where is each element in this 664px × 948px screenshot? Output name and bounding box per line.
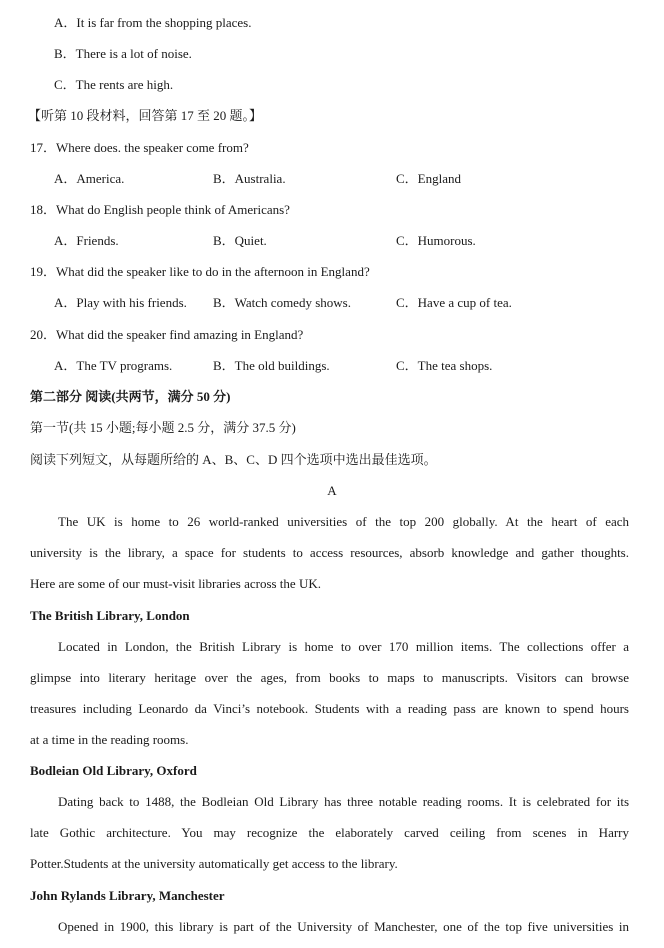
paragraph-line: at a time in the reading rooms.: [30, 732, 189, 747]
option-line: C．The rents are high.: [54, 77, 174, 92]
paragraph-line: Dating back to 1488, the Bodleian Old Library has three notable reading rooms. It is celebrated for its: [58, 794, 629, 809]
passage-label: A: [327, 483, 337, 498]
option-c: C．Humorous.: [396, 233, 476, 248]
option-a: A．Play with his friends.: [54, 295, 187, 310]
paragraph-line: glimpse into literary heritage over the ages, from books to maps to manuscripts. Visitors can browse: [30, 670, 629, 685]
instruction: 阅读下列短文，从每题所给的 A、B、C、D 四个选项中选出最佳选项。: [30, 452, 437, 467]
question-options: [0, 358, 664, 374]
paragraph-line: Opened in 1900, this library is part of the University of Manchester, one of the top five universities in: [58, 919, 629, 934]
section-title: 第一节(共 15 小题;每小题 2.5 分，满分 37.5 分): [30, 420, 296, 435]
paragraph-line: Located in London, the British Library is home to over 170 million items. The collections offer a: [58, 639, 629, 654]
library-heading: The British Library, London: [30, 608, 190, 623]
option-c: C．The tea shops.: [396, 358, 493, 373]
option-line: B．There is a lot of noise.: [54, 46, 192, 61]
question-stem: 20．What did the speaker find amazing in England?: [30, 327, 304, 342]
section-note: 【听第 10 段材料，回答第 17 至 20 题。】: [28, 108, 263, 123]
paragraph-line: The UK is home to 26 world-ranked universities of the top 200 globally. At the heart of each: [58, 514, 629, 529]
paragraph-line: treasures including Leonardo da Vinci’s notebook. Students with a reading pass are known to spend hours: [30, 701, 629, 716]
option-line: A．It is far from the shopping places.: [54, 15, 252, 30]
option-b: B．Quiet.: [213, 233, 267, 248]
paragraph-line: Potter.Students at the university automatically get access to the library.: [30, 856, 398, 871]
question-options: [0, 233, 664, 249]
option-b: B．Watch comedy shows.: [213, 295, 351, 310]
question-options: [0, 295, 664, 311]
question-options: [0, 171, 664, 187]
paragraph-line: late Gothic architecture. You may recognize the elaborately carved ceiling from scenes in Harry: [30, 825, 629, 840]
library-heading: John Rylands Library, Manchester: [30, 888, 225, 903]
part-title: 第二部分 阅读(共两节，满分 50 分): [30, 389, 231, 404]
paragraph-line: university is the library, a space for students to access resources, absorb knowledge and gather thoughts.: [30, 545, 629, 560]
paragraph-line: Here are some of our must-visit libraries across the UK.: [30, 576, 321, 591]
option-a: A．Friends.: [54, 233, 119, 248]
option-c: C．England: [396, 171, 461, 186]
option-b: B．The old buildings.: [213, 358, 330, 373]
library-heading: Bodleian Old Library, Oxford: [30, 763, 197, 778]
question-stem: 19．What did the speaker like to do in the afternoon in England?: [30, 264, 370, 279]
question-stem: 18．What do English people think of Americans?: [30, 202, 290, 217]
option-c: C．Have a cup of tea.: [396, 295, 512, 310]
option-a: A．The TV programs.: [54, 358, 173, 373]
option-b: B．Australia.: [213, 171, 286, 186]
option-a: A．America.: [54, 171, 125, 186]
question-stem: 17．Where does. the speaker come from?: [30, 140, 249, 155]
